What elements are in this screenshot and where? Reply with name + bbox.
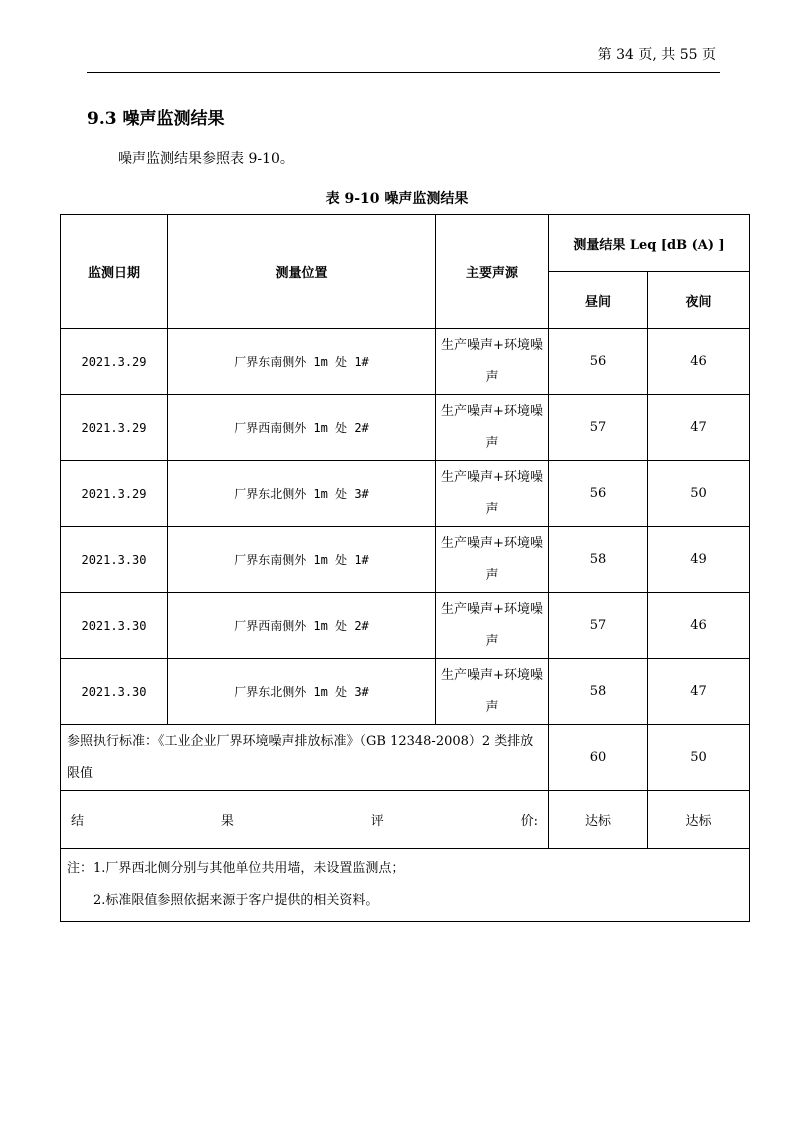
cell-night: 50	[648, 461, 750, 527]
header-date: 监测日期	[61, 215, 168, 329]
note-line-2: 2.标准限值参照依据来源于客户提供的相关资料。	[93, 893, 379, 908]
cell-night: 46	[648, 329, 750, 395]
cell-location: 厂界东北侧外 1m 处 3#	[168, 659, 436, 725]
cell-source: 生产噪声+环境噪声	[436, 461, 549, 527]
header-location: 测量位置	[168, 215, 436, 329]
evaluation-label-char: 评	[370, 814, 384, 829]
standard-text: 参照执行标准：《工业企业厂界环境噪声排放标准》（GB 12348-2008）2 类排放限值	[61, 725, 549, 791]
cell-date: 2021.3.30	[61, 593, 168, 659]
notes-row	[61, 849, 750, 922]
table-row	[61, 593, 750, 659]
page-number-header: 第 34 页, 共 55 页	[597, 47, 716, 63]
table-row	[61, 395, 750, 461]
cell-location: 厂界西南侧外 1m 处 2#	[168, 395, 436, 461]
table-caption: 表 9-10 噪声监测结果	[325, 191, 469, 207]
table-row	[61, 659, 750, 725]
evaluation-row	[61, 791, 750, 849]
cell-source: 生产噪声+环境噪声	[436, 527, 549, 593]
cell-day: 56	[549, 461, 648, 527]
evaluation-label-char: 果	[220, 814, 234, 829]
header-source: 主要声源	[436, 215, 549, 329]
section-title: 9.3 噪声监测结果	[87, 109, 225, 129]
cell-location: 厂界东南侧外 1m 处 1#	[168, 329, 436, 395]
noise-result-table	[60, 214, 750, 922]
header-night: 夜间	[648, 272, 750, 329]
cell-day: 58	[549, 659, 648, 725]
standard-night-limit: 50	[648, 725, 750, 791]
cell-location: 厂界东北侧外 1m 处 3#	[168, 461, 436, 527]
cell-day: 58	[549, 527, 648, 593]
cell-location: 厂界东南侧外 1m 处 1#	[168, 527, 436, 593]
notes-cell	[61, 849, 750, 922]
cell-location: 厂界西南侧外 1m 处 2#	[168, 593, 436, 659]
header-divider	[87, 72, 720, 73]
cell-night: 49	[648, 527, 750, 593]
cell-night: 46	[648, 593, 750, 659]
evaluation-label-char: 结	[71, 814, 85, 829]
cell-day: 57	[549, 395, 648, 461]
evaluation-night: 达标	[648, 791, 750, 849]
evaluation-label-char: 价:	[520, 814, 538, 829]
cell-source: 生产噪声+环境噪声	[436, 395, 549, 461]
cell-date: 2021.3.29	[61, 461, 168, 527]
evaluation-day: 达标	[549, 791, 648, 849]
cell-day: 57	[549, 593, 648, 659]
header-result: 测量结果 Leq [dB (A) ]	[549, 215, 750, 272]
intro-paragraph: 噪声监测结果参照表 9-10。	[118, 151, 294, 167]
cell-date: 2021.3.29	[61, 395, 168, 461]
cell-source: 生产噪声+环境噪声	[436, 329, 549, 395]
cell-night: 47	[648, 659, 750, 725]
cell-day: 56	[549, 329, 648, 395]
note-line-1: 注：1.厂界西北侧分别与其他单位共用墙，未设置监测点；	[67, 861, 405, 876]
standard-day-limit: 60	[549, 725, 648, 791]
evaluation-label	[61, 791, 549, 849]
table-row	[61, 527, 750, 593]
cell-date: 2021.3.30	[61, 527, 168, 593]
table-row	[61, 461, 750, 527]
cell-night: 47	[648, 395, 750, 461]
table-row	[61, 329, 750, 395]
cell-date: 2021.3.29	[61, 329, 168, 395]
standard-row	[61, 725, 750, 791]
cell-source: 生产噪声+环境噪声	[436, 593, 549, 659]
cell-source: 生产噪声+环境噪声	[436, 659, 549, 725]
cell-date: 2021.3.30	[61, 659, 168, 725]
header-day: 昼间	[549, 272, 648, 329]
